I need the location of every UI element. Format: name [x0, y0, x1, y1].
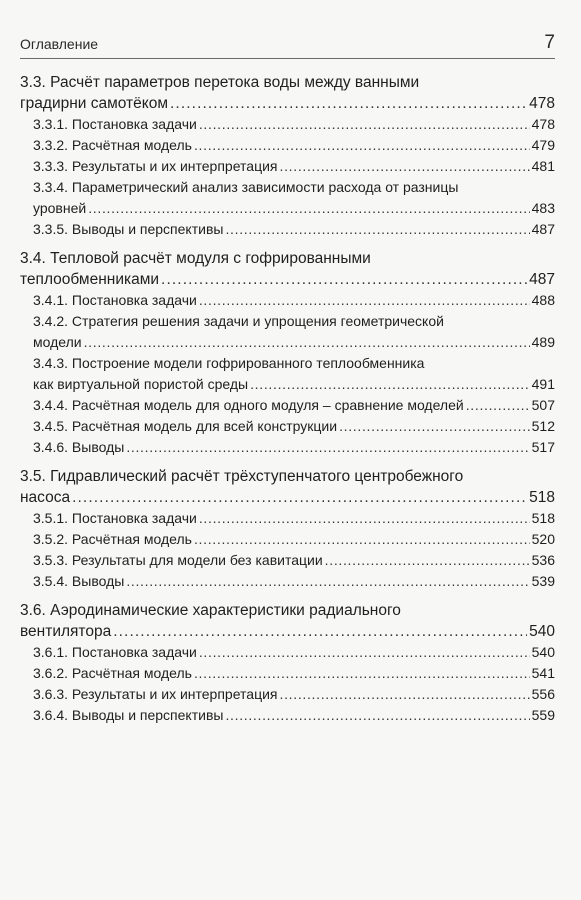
subsection-entry — [20, 395, 555, 416]
subsection-title: 3.3.4. Параметрический анализ зависимости расхода от разницы — [33, 179, 459, 195]
section-page-number: 540 — [529, 623, 555, 640]
subsection-page-number: 479 — [531, 137, 555, 153]
dot-leader — [170, 93, 527, 114]
subsection-title: 3.5.3. Результаты для модели без кавитации — [33, 552, 323, 568]
dot-leader — [194, 135, 530, 156]
subsection-title: 3.4.5. Расчётная модель для всей конструкции — [33, 418, 338, 434]
subsection-page-number: 520 — [531, 531, 555, 547]
section-title-line — [20, 466, 555, 487]
section-page-number: 487 — [529, 271, 555, 288]
toc-section — [20, 248, 555, 458]
subsection-line — [20, 437, 555, 458]
subsection-page-number: 487 — [531, 221, 555, 237]
dot-leader — [72, 487, 527, 508]
header-title: Оглавление — [20, 36, 99, 52]
subsection-entry — [20, 290, 555, 311]
dot-leader — [84, 332, 530, 353]
dot-leader — [126, 437, 529, 458]
subsection-entry — [20, 416, 555, 437]
subsection-line — [20, 684, 555, 705]
subsection-title: 3.6.1. Постановка задачи — [33, 644, 197, 660]
subsection-list — [20, 642, 555, 726]
section-title-line — [20, 93, 555, 114]
subsection-page-number: 536 — [531, 552, 555, 568]
section-title-line — [20, 248, 555, 269]
subsection-title: 3.5.4. Выводы — [33, 573, 125, 589]
subsection-line — [20, 332, 555, 353]
subsection-entry — [20, 135, 555, 156]
subsection-entry — [20, 156, 555, 177]
subsection-entry — [20, 437, 555, 458]
dot-leader — [113, 621, 527, 642]
subsection-page-number: 556 — [531, 686, 555, 702]
subsection-page-number: 489 — [531, 334, 555, 350]
dot-leader — [194, 663, 530, 684]
running-header — [20, 30, 555, 59]
subsection-line — [20, 290, 555, 311]
section-title: 3.5. Гидравлический расчёт трёхступенчатого центробежного — [20, 468, 464, 485]
subsection-page-number: 488 — [531, 292, 555, 308]
subsection-title: как виртуальной пористой среды — [33, 376, 249, 392]
subsection-line — [20, 529, 555, 550]
dot-leader — [466, 395, 530, 416]
table-of-contents — [20, 72, 555, 726]
subsection-line — [20, 156, 555, 177]
dot-leader — [126, 571, 529, 592]
subsection-title: 3.6.4. Выводы и перспективы — [33, 707, 224, 723]
dot-leader — [88, 198, 529, 219]
subsection-page-number: 483 — [531, 200, 555, 216]
subsection-list — [20, 114, 555, 240]
subsection-title: 3.4.1. Постановка задачи — [33, 292, 197, 308]
subsection-page-number: 559 — [531, 707, 555, 723]
subsection-entry — [20, 508, 555, 529]
section-page-number: 478 — [529, 95, 555, 112]
toc-section — [20, 600, 555, 726]
subsection-entry — [20, 684, 555, 705]
subsection-title: уровней — [33, 200, 87, 216]
subsection-title: 3.3.5. Выводы и перспективы — [33, 221, 224, 237]
subsection-page-number: 512 — [531, 418, 555, 434]
subsection-title: 3.3.3. Результаты и их интерпретация — [33, 158, 278, 174]
subsection-line — [20, 219, 555, 240]
subsection-page-number: 491 — [531, 376, 555, 392]
dot-leader — [199, 642, 530, 663]
subsection-line — [20, 642, 555, 663]
dot-leader — [161, 269, 527, 290]
subsection-title: 3.4.6. Выводы — [33, 439, 125, 455]
subsection-title: модели — [33, 334, 82, 350]
subsection-line — [20, 663, 555, 684]
section-title-continued: вентилятора — [20, 623, 112, 640]
subsection-line — [20, 705, 555, 726]
dot-leader — [199, 114, 530, 135]
section-title-line — [20, 600, 555, 621]
subsection-title: 3.4.4. Расчётная модель для одного модуля – сравнение моделей — [33, 397, 464, 413]
subsection-line — [20, 135, 555, 156]
subsection-title: 3.6.2. Расчётная модель — [33, 665, 192, 681]
subsection-entry — [20, 219, 555, 240]
section-title: 3.6. Аэродинамические характеристики радиального — [20, 602, 401, 619]
subsection-page-number: 540 — [531, 644, 555, 660]
subsection-line — [20, 114, 555, 135]
subsection-line — [20, 198, 555, 219]
subsection-entry — [20, 663, 555, 684]
subsection-page-number: 539 — [531, 573, 555, 589]
dot-leader — [199, 508, 530, 529]
subsection-line — [20, 550, 555, 571]
subsection-entry — [20, 353, 555, 395]
subsection-list — [20, 508, 555, 592]
subsection-page-number: 481 — [531, 158, 555, 174]
subsection-page-number: 518 — [531, 510, 555, 526]
subsection-entry — [20, 705, 555, 726]
section-title-line — [20, 72, 555, 93]
section-title: 3.4. Тепловой расчёт модуля с гофрированными — [20, 250, 371, 267]
subsection-line — [20, 374, 555, 395]
dot-leader — [280, 156, 530, 177]
section-title-continued: градирни самотёком — [20, 95, 168, 112]
subsection-entry — [20, 529, 555, 550]
subsection-line — [20, 395, 555, 416]
subsection-page-number: 517 — [531, 439, 555, 455]
subsection-title: 3.5.1. Постановка задачи — [33, 510, 197, 526]
subsection-page-number: 478 — [531, 116, 555, 132]
subsection-line — [20, 353, 555, 374]
dot-leader — [225, 219, 529, 240]
subsection-title: 3.4.3. Построение модели гофрированного теплообменника — [33, 355, 425, 371]
section-title: 3.3. Расчёт параметров перетока воды между ванными — [20, 74, 420, 91]
subsection-line — [20, 508, 555, 529]
dot-leader — [339, 416, 530, 437]
subsection-page-number: 541 — [531, 665, 555, 681]
toc-section — [20, 72, 555, 240]
subsection-entry — [20, 114, 555, 135]
section-title-line — [20, 487, 555, 508]
subsection-line — [20, 311, 555, 332]
dot-leader — [199, 290, 530, 311]
dot-leader — [280, 684, 530, 705]
dot-leader — [250, 374, 530, 395]
subsection-title: 3.3.1. Постановка задачи — [33, 116, 197, 132]
subsection-title: 3.4.2. Стратегия решения задачи и упрощения геометрической — [33, 313, 444, 329]
subsection-line — [20, 177, 555, 198]
subsection-title: 3.6.3. Результаты и их интерпретация — [33, 686, 278, 702]
subsection-entry — [20, 550, 555, 571]
subsection-title: 3.3.2. Расчётная модель — [33, 137, 192, 153]
section-title-continued: теплообменниками — [20, 271, 160, 288]
subsection-entry — [20, 177, 555, 219]
subsection-entry — [20, 642, 555, 663]
section-page-number: 518 — [529, 489, 555, 506]
section-title-line — [20, 621, 555, 642]
subsection-entry — [20, 571, 555, 592]
section-title-line — [20, 269, 555, 290]
subsection-list — [20, 290, 555, 458]
header-page-number: 7 — [544, 32, 555, 53]
section-title-continued: насоса — [20, 489, 71, 506]
dot-leader — [225, 705, 529, 726]
subsection-line — [20, 416, 555, 437]
subsection-entry — [20, 311, 555, 353]
subsection-page-number: 507 — [531, 397, 555, 413]
dot-leader — [194, 529, 530, 550]
subsection-title: 3.5.2. Расчётная модель — [33, 531, 192, 547]
toc-section — [20, 466, 555, 592]
subsection-line — [20, 571, 555, 592]
dot-leader — [325, 550, 530, 571]
